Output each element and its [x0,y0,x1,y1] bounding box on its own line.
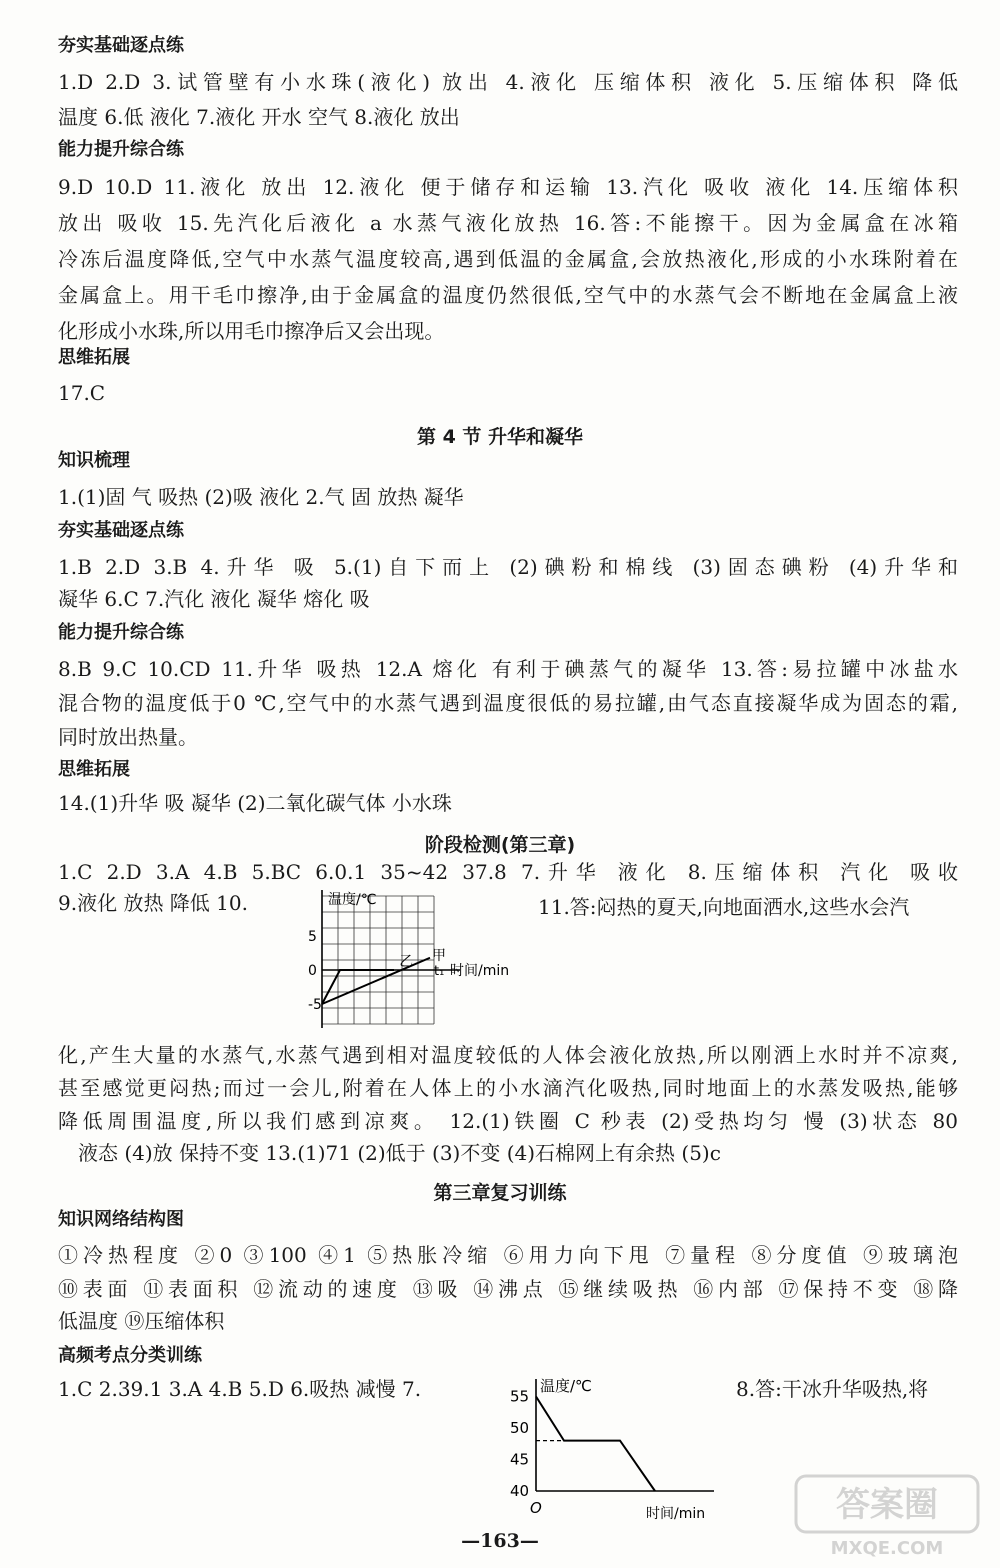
temperature-chart-q7 [500,1375,730,1525]
series-label: 乙 [399,954,414,970]
y-tick-label: 45 [510,1450,530,1469]
y-tick-label: 50 [510,1419,530,1437]
watermark-logo [792,1470,982,1560]
answer-line: 9.D 10.D 11.液化 放出 12.液化 便于储存和运输 13.汽化 吸收 液化 14.压缩体积 [58,175,958,199]
answer-fragment: 8.答:干冰升华吸热,将 [736,1377,929,1401]
answer-line: 冷冻后温度降低,空气中水蒸气温度较高,遇到低温的金属盒,会放热液化,形成的小水珠附着在 [58,247,958,271]
heading-ability-practice: 能力提升综合练 [58,139,184,160]
svg-text:MXQE.COM: MXQE.COM [830,1538,944,1559]
series-line [536,1397,655,1492]
x-axis-label: 时间/min [450,963,510,979]
answer-line: 化,产生大量的水蒸气,水蒸气遇到相对温度较低的人体会液化放热,所以刚洒上水时并不凉爽, [58,1043,958,1067]
answer-line: 8.B 9.C 10.CD 11.升华 吸热 12.A 熔化 有利于碘蒸气的凝华 13.答:易拉罐中冰盐水 [58,657,958,681]
section-title: 阶段检测(第三章) [424,834,576,856]
y-tick-label: 0 [308,963,317,979]
svg-text:答案圈: 答案圈 [836,1485,938,1525]
heading-knowledge: 知识梳理 [58,450,130,471]
answer-fragment: 11.答:闷热的夏天,向地面洒水,这些水会汽 [538,895,910,919]
y-axis-label: 温度/℃ [328,892,377,908]
answer-line: 1.(1)固 气 吸热 (2)吸 液化 2.气 固 放热 凝华 [58,485,464,509]
y-tick-label: 5 [308,929,317,945]
answer-line: 1.C 2.D 3.A 4.B 5.BC 6.0.1 35~42 37.8 7.升华 液化 8.压缩体积 汽化 吸收 [58,860,958,884]
answer-line: 17.C [58,381,106,405]
chart-marks [536,1397,655,1492]
heading-thinking: 思维拓展 [58,759,130,780]
answer-line: 混合物的温度低于0 ℃,空气中的水蒸气遇到温度很低的易拉罐,由气态直接凝华成为固态的霜, [58,691,958,715]
y-axis-label: 温度/℃ [540,1377,592,1395]
heading-thinking: 思维拓展 [58,347,130,368]
page-number: —163— [461,1530,539,1552]
heading-basic-practice: 夯实基础逐点练 [58,520,184,541]
y-tick-label: 40 [510,1482,530,1500]
chart-grid [322,896,434,1024]
answer-line: 甚至感觉更闷热;而过一会儿,附着在人体上的小水滴汽化吸热,同时地面上的水蒸发吸热,能够 [58,1076,958,1100]
y-tick-label: 55 [510,1387,530,1406]
answer-line: 液态 (4)放 保持不变 13.(1)71 (2)低于 (3)不变 (4)石棉网上有余热 (5)c [78,1141,721,1165]
answer-line: 温度 6.低 液化 7.液化 开水 空气 8.液化 放出 [58,105,460,129]
answer-line: 14.(1)升华 吸 凝华 (2)二氧化碳气体 小水珠 [58,791,452,815]
temperature-chart-q10 [300,888,540,1033]
answer-line: 1.D 2.D 3.试管壁有小水珠(液化) 放出 4.液化 压缩体积 液化 5.压缩体积 降低 [58,70,958,94]
heading-network: 知识网络结构图 [58,1209,184,1230]
answer-line: 放出 吸收 15.先汽化后液化 a 水蒸气液化放热 16.答:不能擦干。因为金属盒在冰箱 [58,211,958,235]
answer-line: 化形成小水珠,所以用毛巾擦净后又会出现。 [58,319,445,343]
chart-axes [510,1377,714,1522]
heading-frequent: 高频考点分类训练 [58,1345,202,1366]
y-tick-label: -5 [308,997,322,1013]
answer-line: 1.B 2.D 3.B 4.升华 吸 5.(1)自下而上 (2)碘粉和棉线 (3)固态碘粉 (4)升华和 [58,555,958,579]
answer-line: ①冷热程度 ②0 ③100 ④1 ⑤热胀冷缩 ⑥用力向下甩 ⑦量程 ⑧分度值 ⑨玻璃泡 [58,1243,958,1267]
series-label: 甲 [432,947,446,964]
answer-fragment: 9.液化 放热 降低 10. [58,891,248,915]
heading-basic-practice: 夯实基础逐点练 [58,35,184,56]
section-title: 第三章复习训练 [433,1182,567,1204]
answer-fragment: 1.C 2.39.1 3.A 4.B 5.D 6.吸热 减慢 7. [58,1377,422,1401]
answer-line: 凝华 6.C 7.汽化 液化 凝华 熔化 吸 [58,587,370,611]
answer-line: 金属盒上。用干毛巾擦净,由于金属盒的温度仍然很低,空气中的水蒸气会不断地在金属盒上液 [58,283,958,307]
answer-line: 降低周围温度,所以我们感到凉爽。 12.(1)铁圈 C 秒表 (2)受热均匀 慢 (3)状态 80 [58,1109,958,1133]
heading-ability-practice: 能力提升综合练 [58,622,184,643]
origin-label: O [530,1499,542,1517]
x-axis-prefix: t₁ [434,964,445,979]
answer-line: 同时放出热量。 [58,725,198,749]
answer-line: ⑩表面 ⑪表面积 ⑫流动的速度 ⑬吸 ⑭沸点 ⑮继续吸热 ⑯内部 ⑰保持不变 ⑱降 [58,1277,958,1301]
section-title: 第 4 节 升华和凝华 [416,426,584,448]
x-axis-label: 时间/min [646,1506,706,1522]
answer-line: 低温度 ⑲压缩体积 [58,1309,225,1333]
